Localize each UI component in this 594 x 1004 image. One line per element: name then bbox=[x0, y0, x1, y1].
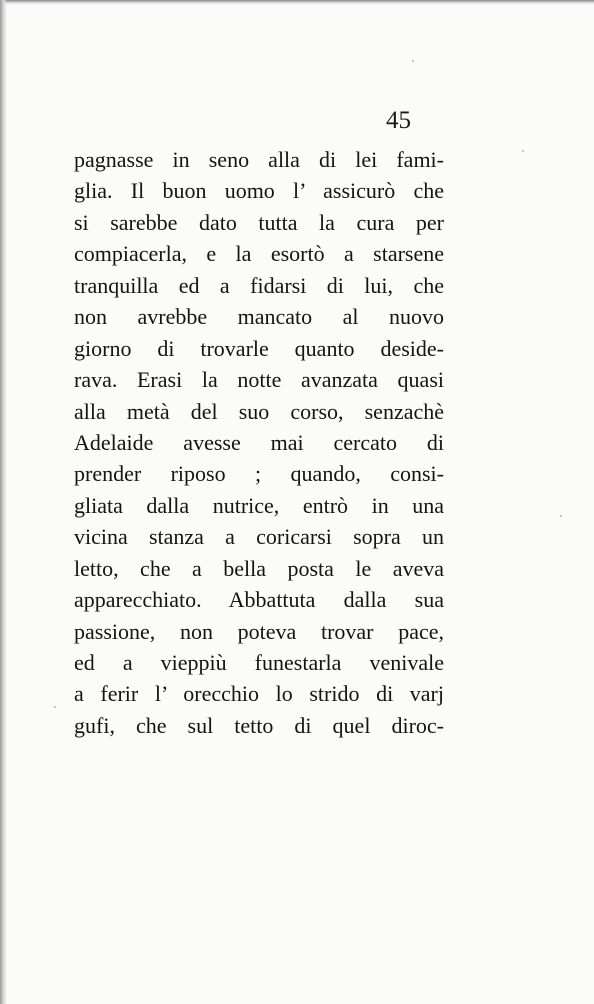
text-line: passione, non poteva trovar pace, bbox=[74, 618, 444, 644]
page-top-edge-shadow bbox=[0, 0, 594, 5]
text-line: rava. Erasi la notte avanzata quasi bbox=[74, 367, 444, 393]
text-line: giorno di trovarle quanto deside- bbox=[74, 335, 444, 361]
text-line: letto, che a bella posta le aveva bbox=[74, 555, 444, 581]
text-line: ed a vieppiù funestarla venivale bbox=[74, 650, 444, 675]
text-line: compiacerla, e la esortò a starsene bbox=[74, 241, 444, 267]
text-line: glia. Il buon uomo l’ assicurò che bbox=[74, 178, 444, 204]
paper-speck bbox=[412, 60, 414, 62]
text-line: a ferir l’ orecchio lo strido di varj bbox=[74, 681, 444, 707]
text-line: vicina stanza a coricarsi sopra un bbox=[74, 524, 444, 550]
text-line: apparecchiato. Abbattuta dalla sua bbox=[74, 587, 444, 613]
paper-speck bbox=[54, 706, 56, 708]
text-line: tranquilla ed a fidarsi di lui, che bbox=[74, 272, 444, 298]
text-line: gufi, che sul tetto di quel diroc- bbox=[74, 712, 444, 738]
text-line: non avrebbe mancato al nuovo bbox=[74, 304, 444, 330]
page-left-edge-shadow bbox=[0, 0, 7, 1004]
text-line: pagnasse in seno alla di lei fami- bbox=[74, 147, 444, 172]
text-line: prender riposo ; quando, consi- bbox=[74, 461, 444, 487]
page-number: 45 bbox=[386, 107, 411, 134]
paper-speck bbox=[522, 150, 524, 152]
text-line: alla metà del suo corso, senzachè bbox=[74, 398, 444, 424]
text-line: gliata dalla nutrice, entrò in una bbox=[74, 492, 444, 518]
text-line: si sarebbe dato tutta la cura per bbox=[74, 209, 444, 235]
body-text bbox=[74, 144, 444, 741]
paper-speck bbox=[560, 515, 562, 517]
text-line: Adelaide avesse mai cercato di bbox=[74, 429, 444, 455]
